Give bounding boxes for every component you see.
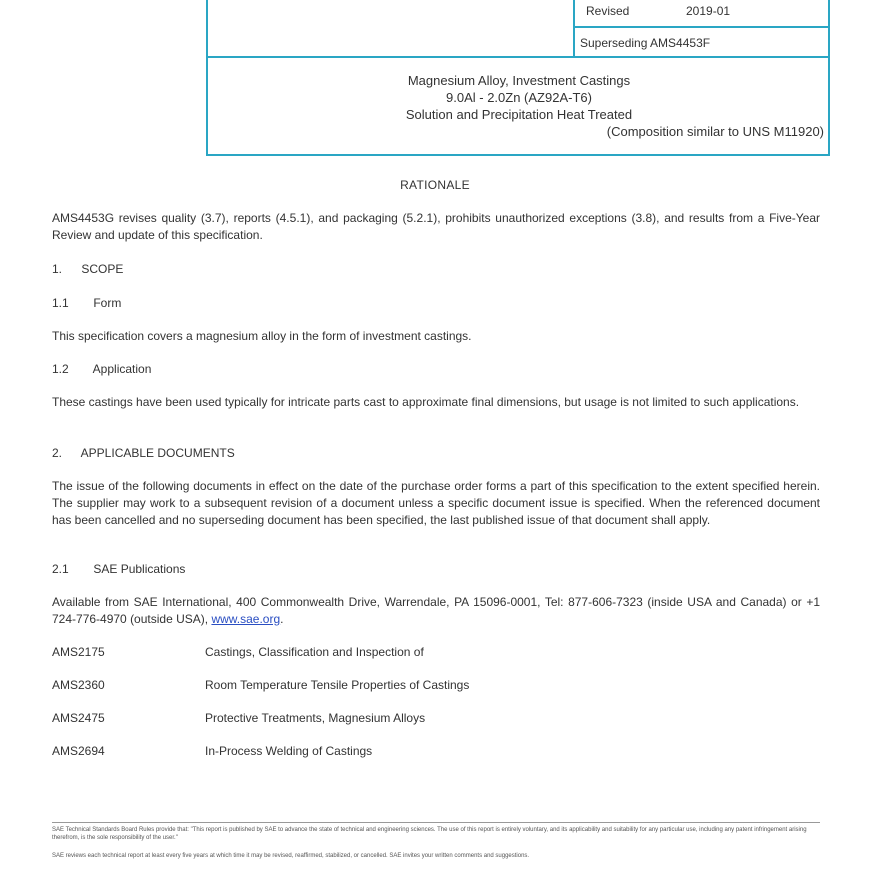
title-line-1: Magnesium Alloy, Investment Castings — [407, 73, 631, 88]
footer-divider — [52, 822, 820, 823]
superseding-text: Superseding AMS4453F — [580, 36, 711, 50]
section-title: SCOPE — [81, 262, 124, 276]
section-number: 1.2 — [52, 362, 69, 376]
reference-title: Protective Treatments, Magnesium Alloys — [205, 711, 426, 725]
section-number: 2. — [52, 446, 63, 460]
section-number: 1.1 — [52, 296, 69, 310]
section-number: 1. — [52, 262, 63, 276]
sae-website-link[interactable]: www.sae.org — [211, 612, 281, 626]
section-title: Form — [93, 296, 122, 310]
section-1-2-heading — [52, 362, 151, 376]
title-composition: (Composition similar to UNS M11920) — [606, 124, 824, 139]
reference-code: AMS2475 — [52, 711, 105, 725]
footer-disclaimer: SAE Technical Standards Board Rules provide that: "This report is published by SAE to advance the state of technical and engineering sciences. The use of this report is entirely voluntary, and its applicability and suitability for any particular use, including any patent infringement arising therefrom, is the sole responsibility of the user." — [52, 827, 807, 841]
rationale-text: AMS4453G revises quality (3.7), reports (4.5.1), and packaging (5.2.1), prohibits unauthorized exceptions (3.8), and results from a Five-Year Review and update of this specification. — [52, 211, 820, 242]
reference-code: AMS2360 — [52, 678, 105, 692]
rationale-heading: RATIONALE — [400, 178, 470, 192]
document-title — [208, 72, 830, 140]
section-title: APPLICABLE DOCUMENTS — [80, 446, 235, 460]
reference-code: AMS2175 — [52, 645, 105, 659]
footer-review-note: SAE reviews each technical report at least every five years at which time it may be revised, reaffirmed, stabilized, or cancelled. SAE invites your written comments and suggestions. — [52, 853, 530, 859]
section-1-2-text: These castings have been used typically for intricate parts cast to approximate final dimensions, but usage is not limited to such applications. — [52, 395, 800, 409]
reference-title: Castings, Classification and Inspection of — [205, 645, 424, 659]
section-2-1-text: Available from SAE International, 400 Commonwealth Drive, Warrendale, PA 15096-0001, Tel: 877-606-7323 (inside USA and Canada) or +1 724-776-4970 (outside USA), www.sae.org. — [52, 595, 820, 626]
section-1-1-text: This specification covers a magnesium alloy in the form of investment castings. — [52, 329, 472, 343]
reference-title: In-Process Welding of Castings — [205, 744, 373, 758]
section-2-1-heading — [52, 562, 185, 576]
revised-label: Revised — [586, 4, 630, 18]
section-title: Application — [92, 362, 152, 376]
section-1-1-heading — [52, 296, 121, 310]
revised-date: 2019-01 — [686, 4, 731, 18]
reference-title: Room Temperature Tensile Properties of Castings — [205, 678, 470, 692]
section-2-text: The issue of the following documents in effect on the date of the purchase order forms a part of this specification to the extent specified herein. The supplier may work to a subsequent revision of a document unless a specific document issue is specified. When the referenced document has been cancelled and no superseding document has been specified, the last published issue of that document shall apply. — [52, 479, 820, 527]
title-line-2: 9.0Al - 2.0Zn (AZ92A-T6) — [446, 90, 592, 105]
reference-code: AMS2694 — [52, 744, 105, 758]
document-header-box — [206, 0, 830, 156]
sae-address-text: Available from SAE International, 400 Commonwealth Drive, Warrendale, PA 15096-0001, Tel: 877-606-7323 (inside USA and Canada) or +1 724-776-4970 (outside USA), — [52, 595, 820, 626]
section-2-heading — [52, 446, 235, 460]
section-number: 2.1 — [52, 562, 69, 576]
section-1-heading — [52, 262, 123, 276]
title-line-3: Solution and Precipitation Heat Treated — [405, 107, 633, 122]
section-title: SAE Publications — [93, 562, 186, 576]
